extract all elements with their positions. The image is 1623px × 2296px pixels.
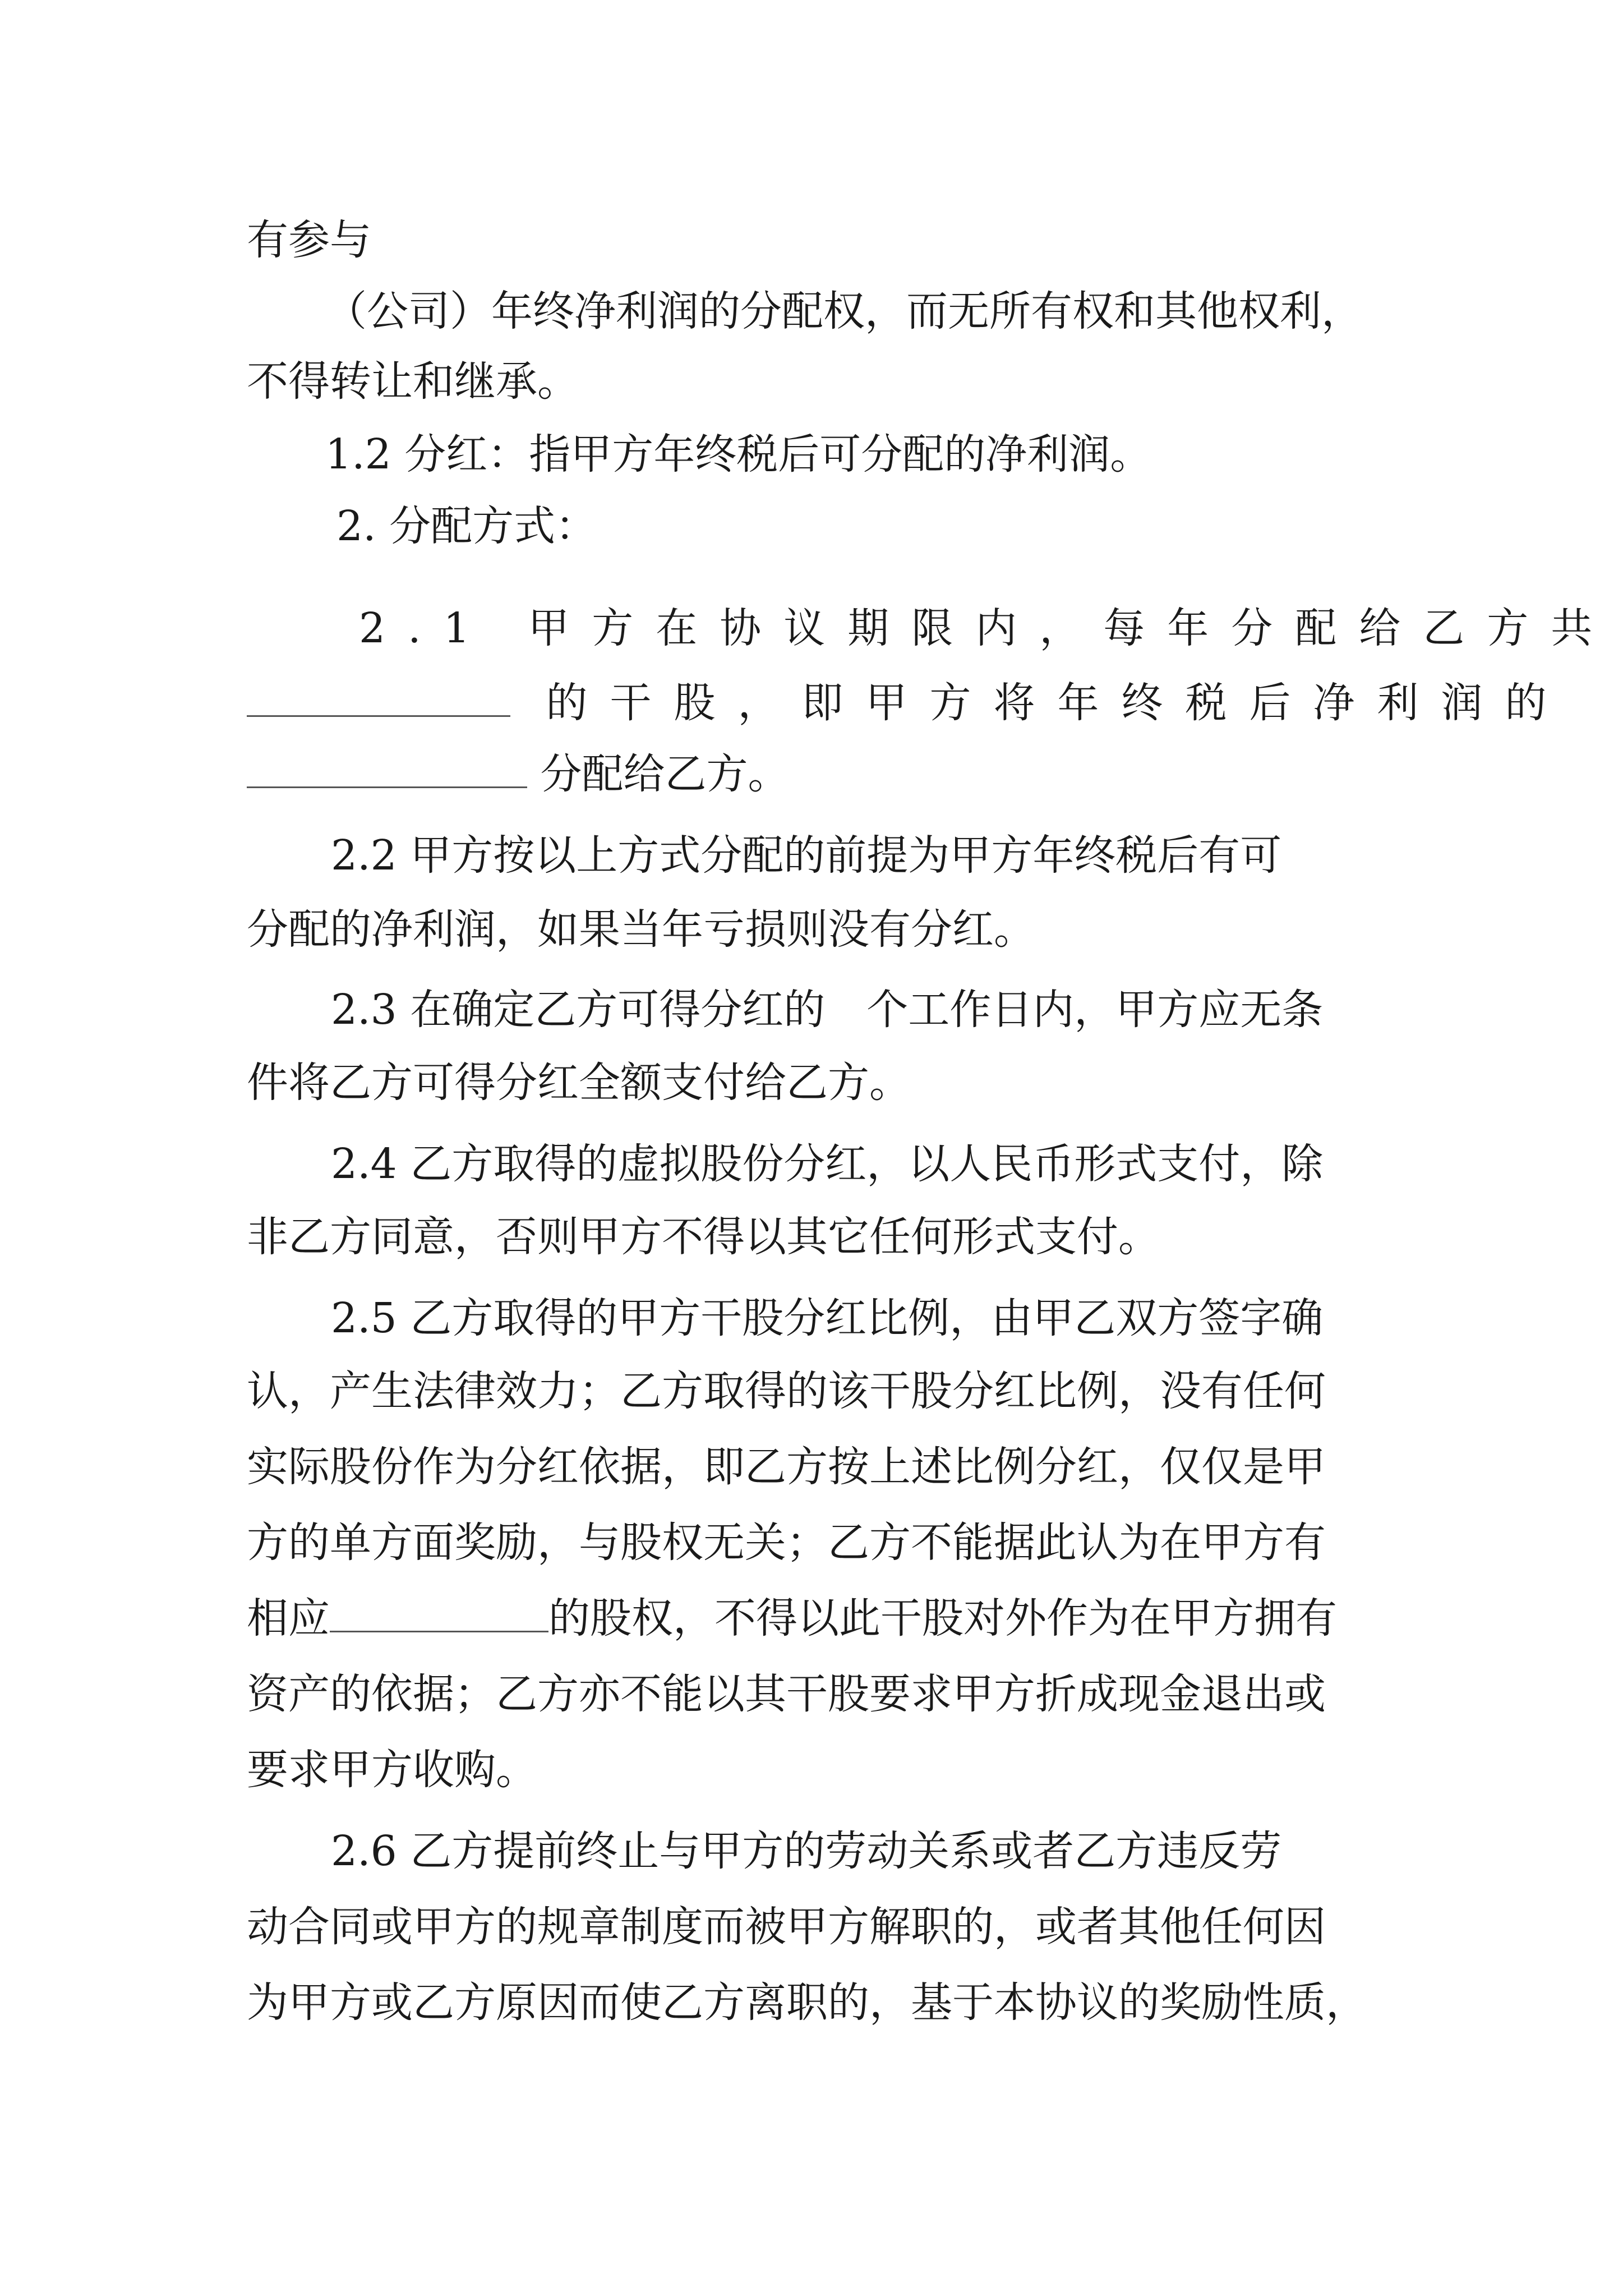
section-2-3 — [331, 982, 1391, 1038]
text-line: 非乙方同意，否则甲方不得以其它任何形式支付。 — [247, 1213, 1160, 1261]
text-line: 分配的净利润，如果当年亏损则没有分红。 — [247, 905, 1035, 954]
fill-in-blank — [247, 746, 527, 788]
text-line: 认，产生法律效力；乙方取得的该干股分红比例，没有任何 — [247, 1367, 1326, 1415]
section-2-2: 2.2 甲方按以上方式分配的前提为甲方年终税后有可 — [331, 831, 1282, 880]
text-line: 实际股份作为分红依据，即乙方按上述比例分红，仅仅是甲 — [247, 1443, 1326, 1491]
text-line-part: 分配给乙方。 — [540, 750, 790, 798]
section-2-5: 2.5 乙方取得的甲方干股分红比例，由甲乙双方签字确 — [331, 1294, 1324, 1342]
text-line-part: 个工作日内，甲方应无条 — [866, 986, 1324, 1034]
text-line: （公司）年终净利润的分配权，而无所有权和其他权利， — [325, 287, 1363, 335]
section-1-2: 1.2 分红：指甲方年终税后可分配的净利润。 — [325, 430, 1152, 478]
text-line: 要求甲方收购。 — [247, 1746, 537, 1794]
text-line: 方的单方面奖励，与股权无关；乙方不能据此认为在甲方有 — [247, 1519, 1326, 1567]
text-line-part: 2.3 在确定乙方可得分红的 — [331, 986, 826, 1034]
section-2-1: 2.1 甲方在协议期限内，每年分配给乙方共 — [359, 604, 1615, 652]
text-line: 有参与 — [247, 216, 371, 264]
text-line — [247, 675, 1569, 731]
text-line-part: 相应 — [247, 1594, 330, 1642]
text-line-part: 的干股，即甲方将年终税后净利润的 — [546, 679, 1569, 727]
text-line-part: 的股权，不得以此干股对外作为在甲方拥有 — [548, 1594, 1337, 1642]
text-line — [247, 1590, 1391, 1646]
text-line: 为甲方或乙方原因而使乙方离职的，基于本协议的奖励性质， — [247, 1978, 1367, 2027]
text-line: 动合同或甲方的规章制度而被甲方解职的，或者其他任何因 — [247, 1903, 1326, 1951]
fill-in-blank — [330, 1590, 548, 1632]
section-2-heading: 2. 分配方式： — [336, 502, 597, 550]
fill-in-blank — [247, 675, 510, 717]
text-line: 件将乙方可得分红全额支付给乙方。 — [247, 1059, 911, 1107]
text-line: 资产的依据；乙方亦不能以其干股要求甲方折成现金退出或 — [247, 1670, 1326, 1718]
section-2-4: 2.4 乙方取得的虚拟股份分红，以人民币形式支付，除 — [331, 1140, 1324, 1188]
text-line: 不得转让和继承。 — [247, 357, 579, 406]
section-2-6: 2.6 乙方提前终止与甲方的劳动关系或者乙方违反劳 — [331, 1827, 1282, 1875]
text-line — [247, 746, 1391, 802]
